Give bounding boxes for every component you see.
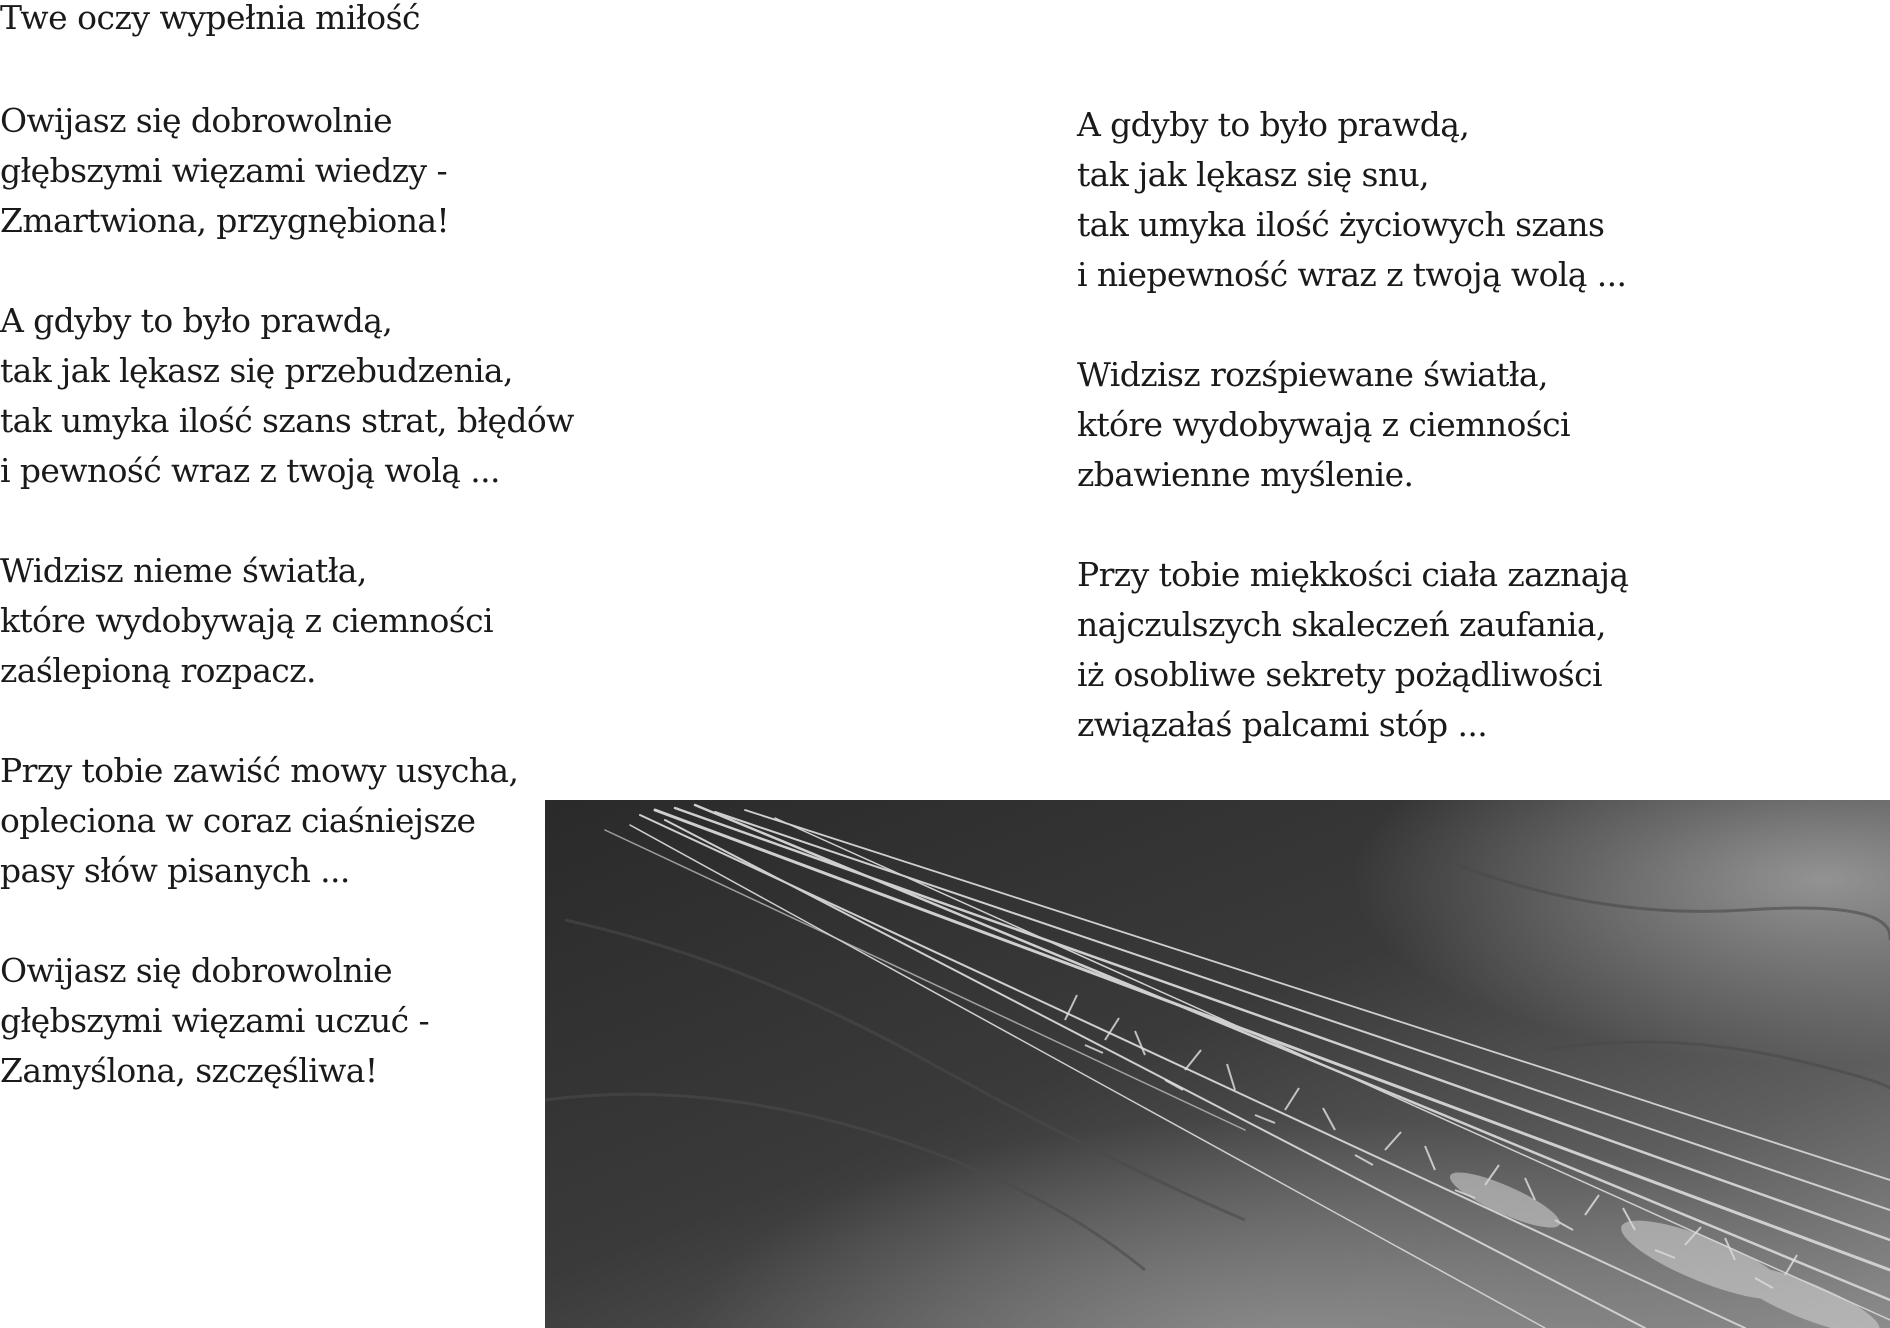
- stanza: [0, 746, 560, 896]
- verse-line: A gdyby to było prawdą,: [0, 301, 393, 340]
- verse-line: A gdyby to było prawdą,: [1077, 105, 1470, 144]
- verse-line: zaślepioną rozpacz.: [0, 651, 316, 690]
- verse-line: które wydobywają z ciemności: [0, 601, 493, 640]
- stanza: [0, 546, 560, 696]
- stanza: [1077, 350, 1837, 500]
- verse-line: Widzisz nieme światła,: [0, 551, 367, 590]
- verse-line: pasy słów pisanych ...: [0, 851, 350, 890]
- verse-line: i pewność wraz z twoją wolą ...: [0, 451, 500, 490]
- verse-line: Przy tobie zawiść mowy usycha,: [0, 751, 519, 790]
- verse-line: Zamyślona, szczęśliwa!: [0, 1051, 378, 1090]
- verse-line: głębszymi więzami wiedzy -: [0, 151, 448, 190]
- verse-line: tak jak lękasz się snu,: [1077, 155, 1430, 194]
- poem-right-column: [1077, 100, 1837, 800]
- stanza: [1077, 100, 1837, 300]
- verse-line: zbawienne myślenie.: [1077, 455, 1414, 494]
- verse-line: tak umyka ilość szans strat, błędów: [0, 401, 574, 440]
- verse-line: związałaś palcami stóp ...: [1077, 705, 1488, 744]
- verse-line: tak umyka ilość życiowych szans: [1077, 205, 1605, 244]
- grass-photo: [545, 800, 1890, 1328]
- verse-line: Widzisz rozśpiewane światła,: [1077, 355, 1548, 394]
- verse-line: Przy tobie miękkości ciała zaznają: [1077, 555, 1629, 594]
- verse-line: głębszymi więzami uczuć -: [0, 1001, 430, 1040]
- verse-line: najczulszych skaleczeń zaufania,: [1077, 605, 1606, 644]
- stanza: [0, 946, 560, 1096]
- verse-line: które wydobywają z ciemności: [1077, 405, 1570, 444]
- verse-line: Owijasz się dobrowolnie: [0, 101, 393, 140]
- verse-line: tak jak lękasz się przebudzenia,: [0, 351, 513, 390]
- verse-line: Owijasz się dobrowolnie: [0, 951, 393, 990]
- stanza: [0, 96, 560, 246]
- verse-line: Zmartwiona, przygnębiona!: [0, 201, 450, 240]
- stanza: [1077, 550, 1837, 750]
- verse-line: i niepewność wraz z twoją wolą ...: [1077, 255, 1627, 294]
- verse-line: opleciona w coraz ciaśniejsze: [0, 801, 476, 840]
- grass-photo-graphic: [545, 800, 1890, 1328]
- verse-line: iż osobliwe sekrety pożądliwości: [1077, 655, 1602, 694]
- poem-title: Twe oczy wypełnia miłość: [0, 0, 421, 37]
- stanza: [0, 296, 574, 496]
- poem-left-column: [0, 96, 574, 1146]
